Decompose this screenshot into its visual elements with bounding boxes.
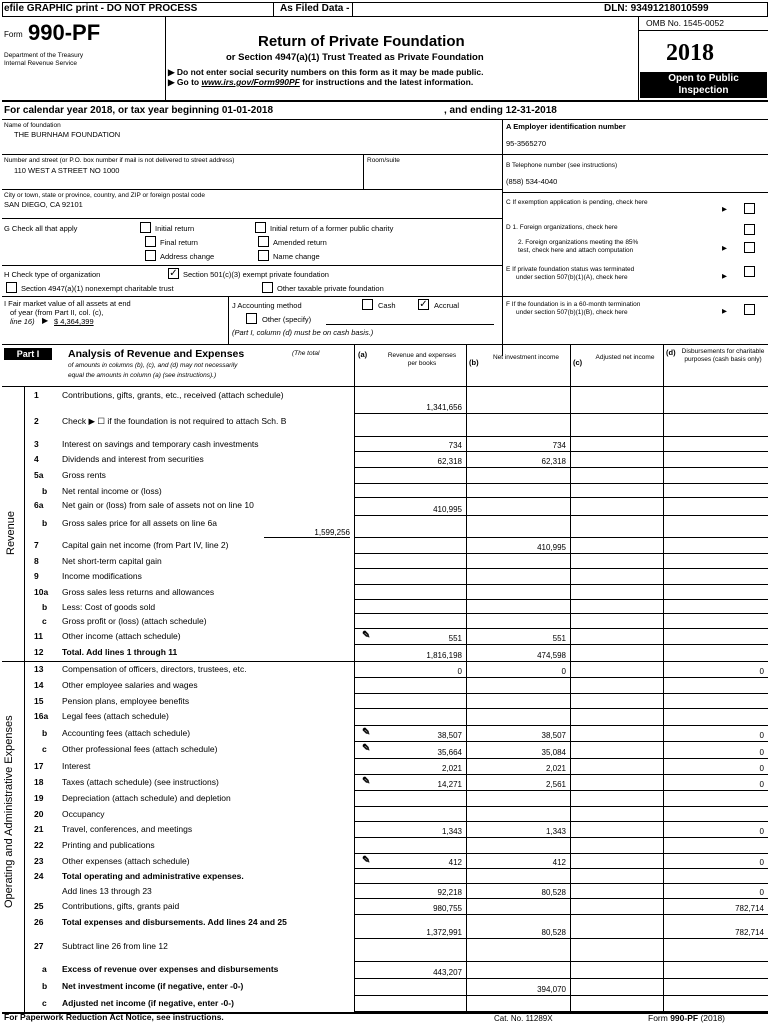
line-number: a (42, 964, 47, 974)
line-number: 17 (34, 761, 44, 771)
table-row (24, 629, 768, 645)
line-number: b (42, 728, 48, 738)
omb-number: OMB No. 1545-0052 (646, 18, 724, 28)
ein-value: 95-3565270 (506, 139, 547, 148)
h-501c3-checkbox[interactable]: ✓ (169, 268, 178, 279)
table-row (24, 822, 768, 838)
table-row (24, 414, 768, 437)
d2b-label: test, check here and attach computation (518, 247, 634, 254)
attachment-icon[interactable]: ✎ (362, 743, 371, 754)
line-number: 23 (34, 856, 44, 866)
line-number: 1 (34, 390, 39, 400)
col-b-value: 0 (561, 667, 566, 676)
line-number: 27 (34, 941, 44, 951)
j-cash-checkbox[interactable] (362, 299, 373, 310)
line-number: b (42, 602, 48, 612)
j-cash-label: Cash (378, 301, 396, 310)
line-number: 21 (34, 824, 44, 834)
side-label-expenses: Operating and Administrative Expenses (3, 715, 15, 908)
i-line2: of year (from Part II, col. (c), (10, 308, 104, 317)
line-number: 12 (34, 647, 44, 657)
col-b-value: 62,318 (541, 457, 566, 466)
g-initial-former-label: Initial return of a former public charity (270, 224, 394, 233)
form-title: Return of Private Foundation (258, 33, 465, 50)
ein-label: A Employer identification number (506, 122, 626, 131)
g-final-label: Final return (160, 238, 198, 247)
g-address-label: Address change (160, 252, 215, 261)
e2-label: under section 507(b)(1)(A), check here (516, 274, 628, 281)
line-number: 24 (34, 871, 44, 881)
table-row (24, 662, 768, 678)
line-number: b (42, 518, 48, 528)
line-label: Total expenses and disbursements. Add lines 24 and 25 (62, 917, 287, 927)
line-label: Adjusted net income (if negative, enter -0-) (62, 998, 234, 1008)
g-address-checkbox[interactable] (145, 250, 156, 261)
e-arrow: ▶ (722, 273, 727, 280)
line-label: Net gain or (loss) from sale of assets not on line 10 (62, 500, 254, 510)
line-label: Subtract line 26 from line 12 (62, 941, 168, 951)
line-label: Travel, conferences, and meetings (62, 824, 193, 834)
col-b-value: 412 (552, 858, 566, 867)
line-number: c (42, 744, 47, 754)
line-label: Income modifications (62, 571, 142, 581)
col-a-value: 38,507 (437, 731, 462, 740)
tax-year: 2018 (666, 40, 714, 66)
line-label: Legal fees (attach schedule) (62, 711, 169, 721)
form-number: 990-PF (28, 20, 101, 45)
col-a-value: 410,995 (433, 505, 462, 514)
line-label: Contributions, gifts, grants paid (62, 901, 180, 911)
h-4947-label: Section 4947(a)(1) nonexempt charitable trust (21, 284, 174, 293)
part1-tag: Part I (4, 348, 52, 360)
col-d-value: 0 (759, 748, 764, 757)
attachment-icon[interactable]: ✎ (362, 727, 371, 738)
h-other-label: Other taxable private foundation (277, 284, 384, 293)
efile-banner: efile GRAPHIC print - DO NOT PROCESS (4, 3, 198, 14)
table-row (24, 554, 768, 569)
dept-treasury: Department of the Treasury (4, 52, 84, 59)
table-row (24, 600, 768, 614)
table-row (24, 484, 768, 498)
part1-desc2: equal the amounts in column (a) (see instructions).) (68, 372, 217, 379)
j-label: J Accounting method (232, 301, 302, 310)
street-label: Number and street (or P.O. box number if mail is not delivered to street address) (4, 157, 235, 164)
phone-value: (858) 534-4040 (506, 177, 558, 186)
table-row (24, 437, 768, 452)
line-number: 2 (34, 416, 39, 426)
irs-link[interactable]: www.irs.gov/Form990PF (201, 77, 300, 87)
line-number: c (42, 998, 47, 1008)
line-label: Dividends and interest from securities (62, 454, 204, 464)
line-label: Excess of revenue over expenses and disbursements (62, 964, 279, 974)
line-number: 26 (34, 917, 44, 927)
col-a-header: Revenue and expenses per books (387, 352, 457, 367)
col-b-value: 80,528 (541, 888, 566, 897)
i-fmv-value: $ 4,364,399 (54, 317, 94, 326)
table-row (24, 645, 768, 662)
table-row (24, 614, 768, 629)
line-number: 20 (34, 809, 44, 819)
line-label: Total operating and administrative expenses. (62, 871, 244, 881)
line-number: 4 (34, 454, 39, 464)
side-label-revenue: Revenue (5, 510, 17, 555)
table-row (24, 388, 768, 414)
i-arrow: ▶ (42, 316, 49, 325)
col-a-value: 734 (448, 441, 462, 450)
line-label: Contributions, gifts, grants, etc., received (attach schedule) (62, 390, 284, 400)
f2-label: under section 507(b)(1)(B), check here (516, 309, 628, 316)
inline-amount: 1,599,256 (264, 528, 350, 538)
col-a-value: 0 (457, 667, 462, 676)
table-row (24, 899, 768, 915)
col-b-value: 2,561 (545, 780, 566, 789)
city-value: SAN DIEGO, CA 92101 (4, 200, 83, 209)
col-d-value: 0 (759, 858, 764, 867)
col-d-value: 0 (759, 667, 764, 676)
j-accrual-label: Accrual (434, 301, 460, 310)
table-row (24, 939, 768, 962)
c-arrow: ▶ (722, 206, 727, 213)
as-filed-label: As Filed Data - (280, 3, 350, 14)
col-b-value: 474,598 (537, 651, 566, 660)
table-row (24, 884, 768, 899)
phone-label: B Telephone number (see instructions) (506, 162, 618, 169)
line-number: 15 (34, 696, 44, 706)
d1-checkbox[interactable] (744, 224, 755, 235)
col-a-value: 92,218 (437, 888, 462, 897)
table-row (24, 585, 768, 600)
line-number: 14 (34, 680, 44, 690)
line-label: Add lines 13 through 23 (62, 886, 152, 896)
g-initial-former-checkbox[interactable] (255, 222, 266, 233)
name-label: Name of foundation (4, 122, 61, 129)
table-row (24, 678, 768, 694)
table-row (24, 742, 768, 759)
line-label: Pension plans, employee benefits (62, 696, 190, 706)
line-label: Net rental income or (loss) (62, 486, 162, 496)
line-label: Depreciation (attach schedule) and depletion (62, 793, 231, 803)
h-other-checkbox[interactable] (262, 282, 273, 293)
line-number: 6a (34, 500, 44, 510)
col-b-value: 2,021 (545, 764, 566, 773)
city-label: City or town, state or province, country, and ZIP or foreign postal code (4, 192, 205, 199)
table-row (24, 838, 768, 854)
d2-arrow: ▶ (722, 245, 727, 252)
line-number: b (42, 486, 48, 496)
part1-desc1: of amounts in columns (b), (c), and (d) may not necessarily (68, 362, 238, 369)
line-number: 9 (34, 571, 39, 581)
e1-label: E If private foundation status was terminated (506, 266, 635, 273)
line-number: 3 (34, 439, 39, 449)
dln-number: DLN: 93491218010599 (604, 3, 709, 14)
line-label: Other employee salaries and wages (62, 680, 198, 690)
c-exemption-label: C If exemption application is pending, check here (506, 199, 648, 206)
col-d-value: 782,714 (735, 904, 764, 913)
col-d-value: 0 (759, 780, 764, 789)
col-a-value: 443,207 (433, 968, 462, 977)
line-number: 13 (34, 664, 44, 674)
ssn-warning: ▶ Do not enter social security numbers on this form as it may be made public. (168, 67, 484, 77)
table-row (24, 468, 768, 484)
table-row (24, 775, 768, 791)
c-exemption-checkbox[interactable] (744, 203, 755, 214)
col-c-header: Adjusted net income (595, 354, 655, 361)
table-row (24, 709, 768, 726)
col-a-value: 1,816,198 (426, 651, 462, 660)
line-label: Gross sales less returns and allowances (62, 587, 215, 597)
line-label: Total. Add lines 1 through 11 (62, 647, 178, 657)
line-label: Other income (attach schedule) (62, 631, 181, 641)
i-line1: I Fair market value of all assets at end (4, 299, 131, 308)
d2a-label: 2. Foreign organizations meeting the 85% (518, 239, 639, 246)
form-subtitle: or Section 4947(a)(1) Trust Treated as Private Foundation (226, 52, 484, 63)
section-divider (2, 661, 768, 662)
col-d-value: 0 (759, 731, 764, 740)
table-row (24, 996, 768, 1012)
j-accrual-checkbox[interactable]: ✓ (419, 299, 428, 310)
instructions-note: ▶ Go to www.irs.gov/Form990PF for instructions and the latest information. (168, 77, 474, 87)
col-a-value: 2,021 (441, 764, 462, 773)
g-name-label: Name change (273, 252, 320, 261)
footer-form: Form 990-PF (2018) (648, 1013, 726, 1023)
d1-label: D 1. Foreign organizations, check here (506, 224, 618, 231)
room-label: Room/suite (367, 157, 400, 164)
table-row (24, 854, 768, 869)
footer-paperwork: For Paperwork Reduction Act Notice, see instructions. (4, 1012, 224, 1022)
j-note: (Part I, column (d) must be on cash basis.) (232, 328, 374, 337)
f-checkbox[interactable] (744, 304, 755, 315)
f-arrow: ▶ (722, 308, 727, 315)
line-number: 11 (34, 631, 43, 641)
g-name-checkbox[interactable] (258, 250, 269, 261)
footer-cat-no: Cat. No. 11289X (494, 1014, 553, 1023)
i-line3: line 16) (10, 317, 35, 326)
line-label: Interest (62, 761, 91, 771)
line-label: Net short-term capital gain (62, 556, 162, 566)
col-b-value: 1,343 (545, 827, 566, 836)
col-d-value: 782,714 (735, 928, 764, 937)
dept-irs: Internal Revenue Service (4, 60, 77, 67)
d2-checkbox[interactable] (744, 242, 755, 253)
line-number: 10a (34, 587, 49, 597)
col-b-value: 394,070 (537, 985, 566, 994)
col-a-value: 62,318 (437, 457, 462, 466)
col-a-value: 412 (448, 858, 462, 867)
col-d-tag: (d) (666, 348, 676, 357)
table-row (24, 962, 768, 979)
line-label: Gross profit or (loss) (attach schedule) (62, 616, 207, 626)
line-number: c (42, 616, 47, 626)
table-row (24, 759, 768, 775)
line-label: Other professional fees (attach schedule) (62, 744, 218, 754)
table-row (24, 498, 768, 516)
col-a-value: 980,755 (433, 904, 462, 913)
e-checkbox[interactable] (744, 266, 755, 277)
f1-label: F If the foundation is in a 60-month termination (506, 301, 641, 308)
line-label: Other expenses (attach schedule) (62, 856, 190, 866)
col-c-tag: (c) (573, 358, 583, 367)
line-number: 22 (34, 840, 44, 850)
form-label: Form (4, 30, 23, 39)
line-number: 19 (34, 793, 44, 803)
table-row (24, 726, 768, 742)
line-label: Compensation of officers, directors, trustees, etc. (62, 664, 247, 674)
h-4947-checkbox[interactable] (6, 282, 17, 293)
line-label: Printing and publications (62, 840, 155, 850)
line-label: Check ▶ ☐ if the foundation is not required to attach Sch. B (62, 416, 287, 426)
table-row (24, 452, 768, 468)
col-a-value: 14,271 (437, 780, 462, 789)
line-number: b (42, 981, 48, 991)
line-label: Taxes (attach schedule) (see instructions) (62, 777, 219, 787)
part1-title: Analysis of Revenue and Expenses (68, 348, 245, 360)
part1-title-note: (The total (292, 350, 320, 357)
col-b-value: 80,528 (541, 928, 566, 937)
col-a-value: 551 (448, 634, 462, 643)
table-row (24, 569, 768, 585)
line-label: Capital gain net income (from Part IV, line 2) (62, 540, 229, 550)
attachment-icon[interactable]: ✎ (362, 630, 371, 641)
line-label: Net investment income (if negative, enter -0-) (62, 981, 244, 991)
col-a-tag: (a) (358, 350, 368, 359)
table-row (24, 516, 768, 538)
table-row (24, 538, 768, 554)
col-b-header: Net investment income (492, 354, 560, 361)
g-amended-checkbox[interactable] (258, 236, 269, 247)
col-a-value: 1,341,656 (426, 403, 462, 412)
open-to-public-box: Open to Public Inspection (640, 72, 767, 98)
col-d-value: 0 (759, 827, 764, 836)
table-row (24, 869, 768, 884)
line-label: Accounting fees (attach schedule) (62, 728, 191, 738)
col-a-value: 1,372,991 (426, 928, 462, 937)
line-number: 5a (34, 470, 44, 480)
line-label: Gross rents (62, 470, 106, 480)
col-d-value: 0 (759, 764, 764, 773)
attachment-icon[interactable]: ✎ (362, 855, 371, 866)
g-final-checkbox[interactable] (145, 236, 156, 247)
col-d-value: 0 (759, 888, 764, 897)
col-b-value: 410,995 (537, 543, 566, 552)
col-b-value: 551 (552, 634, 566, 643)
line-number: 8 (34, 556, 39, 566)
col-b-value: 35,084 (541, 748, 566, 757)
line-number: 16a (34, 711, 49, 721)
foundation-name: THE BURNHAM FOUNDATION (14, 130, 121, 139)
table-row (24, 694, 768, 709)
h-501c3-label: Section 501(c)(3) exempt private foundation (183, 270, 329, 279)
street-value: 110 WEST A STREET NO 1000 (14, 166, 120, 175)
line-label: Less: Cost of goods sold (62, 602, 156, 612)
g-initial-label: Initial return (155, 224, 195, 233)
col-a-value: 1,343 (441, 827, 462, 836)
line-number: 25 (34, 901, 44, 911)
col-b-value: 38,507 (541, 731, 566, 740)
table-row (24, 915, 768, 939)
col-b-value: 734 (552, 441, 566, 450)
line-label: Interest on savings and temporary cash investments (62, 439, 259, 449)
calendar-ending: , and ending 12-31-2018 (444, 105, 557, 116)
line-number: 7 (34, 540, 39, 550)
table-row (24, 979, 768, 996)
h-label: H Check type of organization (4, 270, 101, 279)
line-label: Occupancy (62, 809, 105, 819)
g-amended-label: Amended return (273, 238, 327, 247)
line-label: Gross sales price for all assets on line 6a (62, 518, 217, 528)
col-d-header: Disbursements for charitable purposes (cash basis only) (681, 348, 765, 363)
col-a-value: 35,664 (437, 748, 462, 757)
g-initial-checkbox[interactable] (140, 222, 151, 233)
j-other-label: Other (specify) (262, 315, 312, 324)
j-other-checkbox[interactable] (246, 313, 257, 324)
line-number: 18 (34, 777, 44, 787)
col-b-tag: (b) (469, 358, 479, 367)
attachment-icon[interactable]: ✎ (362, 776, 371, 787)
table-row (24, 791, 768, 807)
g-label: G Check all that apply (4, 224, 78, 233)
calendar-year-line: For calendar year 2018, or tax year beginning 01-01-2018 (4, 105, 274, 116)
table-row (24, 807, 768, 822)
